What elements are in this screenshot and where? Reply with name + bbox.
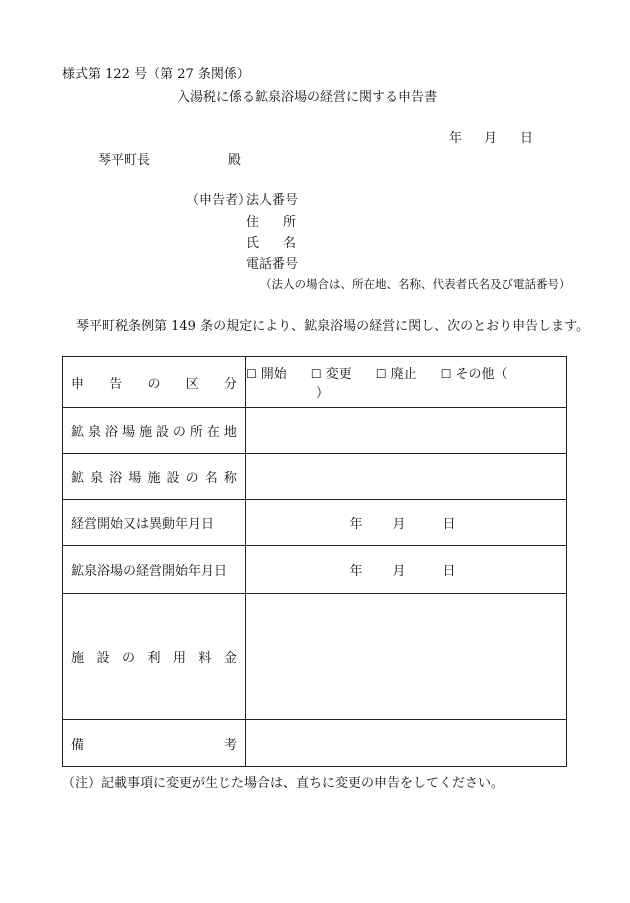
checkbox-icon[interactable]: ☐: [375, 367, 387, 381]
phone-label: 電話番号: [246, 257, 299, 272]
label-remarks: [63, 720, 246, 767]
label-char: 在: [206, 425, 220, 440]
label-start-change-date: 経営開始又は異動年月日: [63, 500, 246, 546]
declaration-table: [62, 356, 567, 767]
month-label: 月: [392, 564, 406, 579]
date-month-label: 月: [484, 131, 498, 146]
facility-location-field[interactable]: [246, 408, 567, 454]
address-label-a: 住: [246, 215, 260, 230]
label-char: の: [185, 471, 199, 486]
row-remarks: [63, 720, 567, 767]
corporate-note: （法人の場合は、所在地、名称、代表者氏名及び電話番号）: [260, 277, 571, 291]
label-char: 名: [204, 471, 218, 486]
name-label-a: 氏: [246, 236, 260, 251]
label-char: 分: [223, 376, 237, 392]
label-char: 申: [71, 376, 85, 392]
label-char: の: [121, 651, 135, 666]
start-change-date-field[interactable]: [246, 500, 567, 546]
day-label: 日: [442, 517, 456, 532]
label-char: 泉: [90, 471, 104, 486]
option-label: その他（: [455, 367, 508, 382]
label-declaration-type: [63, 357, 246, 408]
name-label-b: 名: [283, 236, 297, 251]
label-char: 設: [166, 471, 180, 486]
row-declaration-type: [63, 357, 567, 408]
year-label: 年: [349, 564, 363, 579]
option-abolish[interactable]: [376, 367, 427, 382]
row-business-start-date: [63, 546, 567, 594]
label-char: 鉱: [71, 471, 85, 486]
label-char: 金: [223, 651, 237, 666]
label-facility-location: [63, 408, 246, 454]
label-char: 施: [147, 471, 161, 486]
label-char: 場: [128, 471, 142, 486]
usage-fee-field[interactable]: [246, 594, 567, 720]
statement: 琴平町税条例第 149 条の規定により、鉱泉浴場の経営に関し、次のとおり申告します。: [76, 319, 590, 334]
label-char: 泉: [87, 425, 101, 440]
label-char: 告: [109, 376, 123, 392]
address-label-b: 所: [283, 215, 297, 230]
label-usage-fee: [63, 594, 246, 720]
label-char: 称: [223, 471, 237, 486]
row-start-change-date: [63, 500, 567, 546]
row-facility-name: [63, 454, 567, 500]
option-label: 開始: [260, 367, 287, 382]
day-label: 日: [442, 564, 456, 579]
label-business-start-date: 鉱泉浴場の経営開始年月日: [63, 546, 246, 594]
footnote: （注）記載事項に変更が生じた場合は、直ちに変更の申告をしてください。: [62, 776, 505, 791]
label-char: 施: [71, 651, 85, 666]
facility-name-field[interactable]: [246, 454, 567, 500]
form-number: 様式第 122 号（第 27 条関係）: [62, 67, 250, 82]
label-char: 鉱: [71, 425, 85, 440]
form-title: 入湯税に係る鉱泉浴場の経営に関する申告書: [177, 90, 438, 105]
label-char: 浴: [109, 471, 123, 486]
label-char: 区: [185, 376, 199, 392]
declaration-type-options: [246, 357, 567, 408]
label-char: 料: [198, 651, 212, 666]
business-start-date-field[interactable]: [246, 546, 567, 594]
label-char: 備: [71, 737, 85, 753]
label-char: 設: [155, 425, 169, 440]
corporate-number-label: 法人番号: [246, 193, 299, 208]
date-day-label: 日: [520, 131, 534, 146]
option-label: 廃止: [390, 367, 417, 382]
label-char: 施: [138, 425, 152, 440]
label-char: 用: [172, 651, 186, 666]
checkbox-icon[interactable]: ☐: [310, 367, 322, 381]
option-start[interactable]: [246, 367, 297, 382]
label-char: の: [172, 425, 186, 440]
label-facility-name: [63, 454, 246, 500]
label-char: 利: [147, 651, 161, 666]
label-char: の: [147, 376, 161, 392]
month-label: 月: [392, 517, 406, 532]
checkbox-icon[interactable]: ☐: [440, 367, 452, 381]
addressee: 琴平町長: [98, 153, 151, 168]
option-label: 変更: [325, 367, 352, 382]
remarks-field[interactable]: [246, 720, 567, 767]
year-label: 年: [349, 517, 363, 532]
label-char: 所: [189, 425, 203, 440]
date-year-label: 年: [449, 131, 463, 146]
label-char: 考: [223, 737, 237, 753]
honorific: 殿: [228, 153, 242, 168]
checkbox-icon[interactable]: ☐: [246, 367, 257, 381]
label-char: 地: [223, 425, 237, 440]
row-facility-location: [63, 408, 567, 454]
label-char: 設: [96, 651, 110, 666]
row-usage-fee: [63, 594, 567, 720]
label-char: 場: [121, 425, 135, 440]
option-change[interactable]: [311, 367, 362, 382]
option-close-paren: ）: [316, 386, 330, 401]
label-char: 浴: [104, 425, 118, 440]
applicant-label: （申告者）: [186, 193, 252, 208]
